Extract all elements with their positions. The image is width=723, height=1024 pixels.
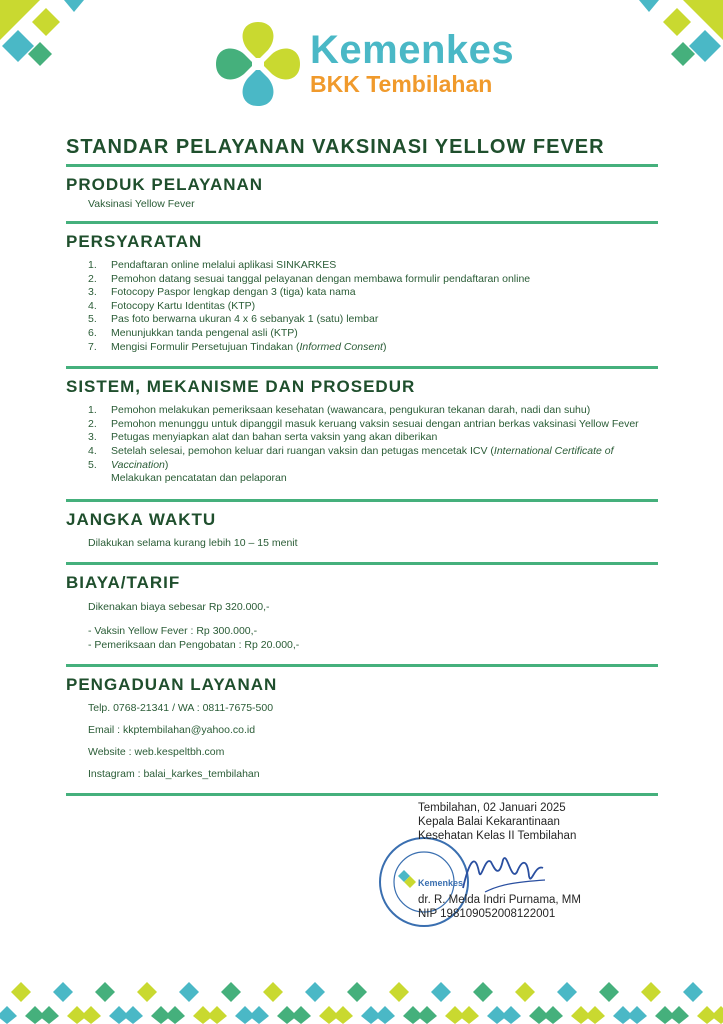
sistem-item bbox=[88, 459, 658, 473]
border-ornament-shape bbox=[375, 1006, 395, 1024]
border-ornament-shape bbox=[263, 982, 283, 1002]
persyaratan-list bbox=[88, 259, 658, 354]
produk-text: Vaksinasi Yellow Fever bbox=[88, 198, 195, 210]
persyaratan-item-number: 3. bbox=[88, 286, 97, 299]
border-ornament-shape bbox=[431, 982, 451, 1002]
persyaratan-item-italic: Informed Consent bbox=[299, 340, 383, 353]
jangka-text: Dilakukan selama kurang lebih 10 – 15 menit bbox=[88, 536, 298, 549]
border-ornament-shape bbox=[627, 1006, 647, 1024]
stamp-center-text: Kemenkes bbox=[418, 878, 464, 888]
border-ornament-shape bbox=[417, 1006, 437, 1024]
section-title-sistem: SISTEM, MEKANISME DAN PROSEDUR bbox=[66, 377, 416, 397]
border-ornament-shape bbox=[11, 982, 31, 1002]
section-title-jangka: JANGKA WAKTU bbox=[66, 509, 217, 529]
border-ornament-shape bbox=[599, 982, 619, 1002]
persyaratan-item bbox=[88, 300, 658, 314]
border-ornament-shape bbox=[515, 982, 535, 1002]
border-ornament-shape bbox=[389, 982, 409, 1002]
persyaratan-item-number: 7. bbox=[88, 340, 97, 353]
sistem-item-number: 4. bbox=[88, 444, 97, 457]
kemenkes-logo bbox=[212, 16, 515, 112]
persyaratan-item-text: Fotocopy Kartu Identitas (KTP) bbox=[111, 299, 256, 312]
border-ornament-shape bbox=[641, 982, 661, 1002]
border-ornament-shape bbox=[0, 1006, 17, 1024]
persyaratan-item bbox=[88, 341, 658, 355]
sistem-item-number: 1. bbox=[88, 404, 97, 417]
sistem-item-text: Pemohon melakukan pemeriksaan kesehatan (wawancara, pengukuran tekanan darah, nadi dan suhu) bbox=[111, 404, 591, 417]
persyaratan-item bbox=[88, 286, 658, 300]
border-ornament-shape bbox=[95, 982, 115, 1002]
page-title: STANDAR PELAYANAN VAKSINASI YELLOW FEVER bbox=[66, 136, 605, 158]
border-ornament-shape bbox=[179, 982, 199, 1002]
persyaratan-item-text: Mengisi Formulir Persetujuan Tindakan ( bbox=[111, 340, 300, 353]
biaya-text: Dikenakan biaya sebesar Rp 320.000,- bbox=[88, 600, 270, 613]
border-ornament-shape bbox=[137, 982, 157, 1002]
sign-role-2: Kesehatan Kelas II Tembilahan bbox=[418, 830, 577, 842]
border-ornament-shape bbox=[669, 1006, 689, 1024]
border-ornament-shape bbox=[459, 1006, 479, 1024]
persyaratan-item-suffix: ) bbox=[382, 340, 387, 353]
border-ornament-shape bbox=[53, 982, 73, 1002]
persyaratan-item-number: 6. bbox=[88, 326, 97, 339]
border-ornament-shape bbox=[473, 982, 493, 1002]
border-ornament-shape bbox=[347, 982, 367, 1002]
border-ornament-shape bbox=[39, 1006, 59, 1024]
border-ornament-shape bbox=[165, 1006, 185, 1024]
section-body-produk bbox=[66, 197, 658, 211]
sistem-item bbox=[88, 418, 658, 432]
logo-text-bkk: BKK Tembilahan bbox=[310, 71, 493, 97]
section-body-jangka bbox=[66, 532, 658, 550]
border-ornament-shape bbox=[557, 982, 577, 1002]
persyaratan-item bbox=[88, 327, 658, 341]
persyaratan-item-number: 4. bbox=[88, 299, 97, 312]
sistem-item bbox=[88, 431, 658, 445]
persyaratan-item-number: 2. bbox=[88, 272, 97, 285]
section-body-biaya bbox=[66, 595, 658, 652]
section-body-sistem bbox=[66, 399, 658, 486]
border-ornament-shape bbox=[291, 1006, 311, 1024]
section-body-persyaratan bbox=[66, 254, 658, 354]
sign-name: dr. R. Melda Indri Purnama, MM bbox=[418, 894, 581, 906]
sistem-item bbox=[88, 404, 658, 418]
persyaratan-item bbox=[88, 313, 658, 327]
sistem-item-number: 5. bbox=[88, 458, 97, 471]
persyaratan-item-text: Pemohon datang sesuai tanggal pelayanan dengan membawa formulir pendaftaran online bbox=[111, 272, 531, 285]
section-title-biaya: BIAYA/TARIF bbox=[66, 572, 181, 592]
persyaratan-item-text: Menunjukkan tanda pengenal asli (KTP) bbox=[111, 326, 298, 339]
sistem-item-text: Petugas menyiapkan alat dan bahan serta vaksin yang akan diberikan bbox=[111, 431, 438, 444]
sistem-item-text: Pemohon menunggu untuk dipanggil masuk keruang vaksin sesuai dengan antrian berkas vaksinasi Yellow Fever bbox=[111, 417, 639, 430]
logo-text-kemenkes: Kemenkes bbox=[310, 28, 515, 72]
sistem-list bbox=[88, 404, 658, 472]
border-ornament-shape bbox=[81, 1006, 101, 1024]
sign-role-1: Kepala Balai Kekarantinaan bbox=[418, 816, 560, 828]
border-ornament-shape bbox=[305, 982, 325, 1002]
persyaratan-item-number: 1. bbox=[88, 259, 97, 271]
sistem-item-text: Setelah selesai, pemohon keluar dari ruangan vaksin dan petugas mencetak ICV ( bbox=[111, 444, 494, 457]
contact-email: Email : kkptembilahan@yahoo.co.id bbox=[88, 723, 256, 736]
kemenkes-logo-icon bbox=[212, 16, 304, 112]
contact-telp: Telp. 0768-21341 / WA : 0811-7675-500 bbox=[88, 701, 274, 714]
divider bbox=[66, 793, 658, 796]
border-ornament-shape bbox=[123, 1006, 143, 1024]
border-ornament-shape bbox=[501, 1006, 521, 1024]
sistem-extra: Melakukan pencatatan dan pelaporan bbox=[111, 472, 287, 485]
biaya-line-pemeriksaan: - Pemeriksaan dan Pengobatan : Rp 20.000,- bbox=[88, 638, 300, 651]
contact-instagram: Instagram : balai_karkes_tembilahan bbox=[88, 767, 260, 780]
border-ornament-shape bbox=[543, 1006, 563, 1024]
corner-ornament-left bbox=[0, 0, 90, 70]
border-ornament-shape bbox=[585, 1006, 605, 1024]
border-ornament-shape bbox=[683, 982, 703, 1002]
section-body-pengaduan bbox=[66, 697, 658, 785]
sistem-item-italic: International Certificate of bbox=[493, 444, 614, 457]
section-title-pengaduan: PENGADUAN LAYANAN bbox=[66, 674, 278, 694]
sign-nip: NIP 198109052008122001 bbox=[418, 908, 556, 920]
border-ornament-shape bbox=[333, 1006, 353, 1024]
sign-place-date: Tembilahan, 02 Januari 2025 bbox=[418, 802, 566, 814]
corner-ornament-right bbox=[633, 0, 723, 70]
persyaratan-item-number: 5. bbox=[88, 313, 97, 326]
sistem-item-suffix: ) bbox=[164, 458, 169, 471]
sistem-item-italic: Vaccination bbox=[111, 458, 165, 471]
persyaratan-item bbox=[88, 273, 658, 287]
persyaratan-item-text: Pendaftaran online melalui aplikasi SINKARKES bbox=[111, 259, 337, 271]
persyaratan-item-text: Fotocopy Paspor lengkap dengan 3 (tiga) kata nama bbox=[111, 286, 356, 299]
persyaratan-item bbox=[88, 259, 658, 273]
sistem-item-number: 3. bbox=[88, 431, 97, 444]
biaya-line-vaksin: - Vaksin Yellow Fever : Rp 300.000,- bbox=[88, 624, 258, 637]
document-content bbox=[66, 132, 658, 796]
border-ornament-shape bbox=[711, 1006, 723, 1024]
border-ornament-shape bbox=[207, 1006, 227, 1024]
signature-block bbox=[418, 801, 581, 921]
sistem-item-number: 2. bbox=[88, 417, 97, 430]
border-ornament-shape bbox=[221, 982, 241, 1002]
bottom-ornament-border bbox=[0, 974, 723, 1024]
contact-website: Website : web.kespeltbh.com bbox=[88, 745, 225, 758]
section-title-produk: PRODUK PELAYANAN bbox=[66, 175, 264, 194]
section-title-persyaratan: PERSYARATAN bbox=[66, 232, 203, 251]
border-ornament-shape bbox=[249, 1006, 269, 1024]
sistem-item bbox=[88, 445, 658, 459]
persyaratan-item-text: Pas foto berwarna ukuran 4 x 6 sebanyak 1 (satu) lembar bbox=[111, 313, 379, 326]
